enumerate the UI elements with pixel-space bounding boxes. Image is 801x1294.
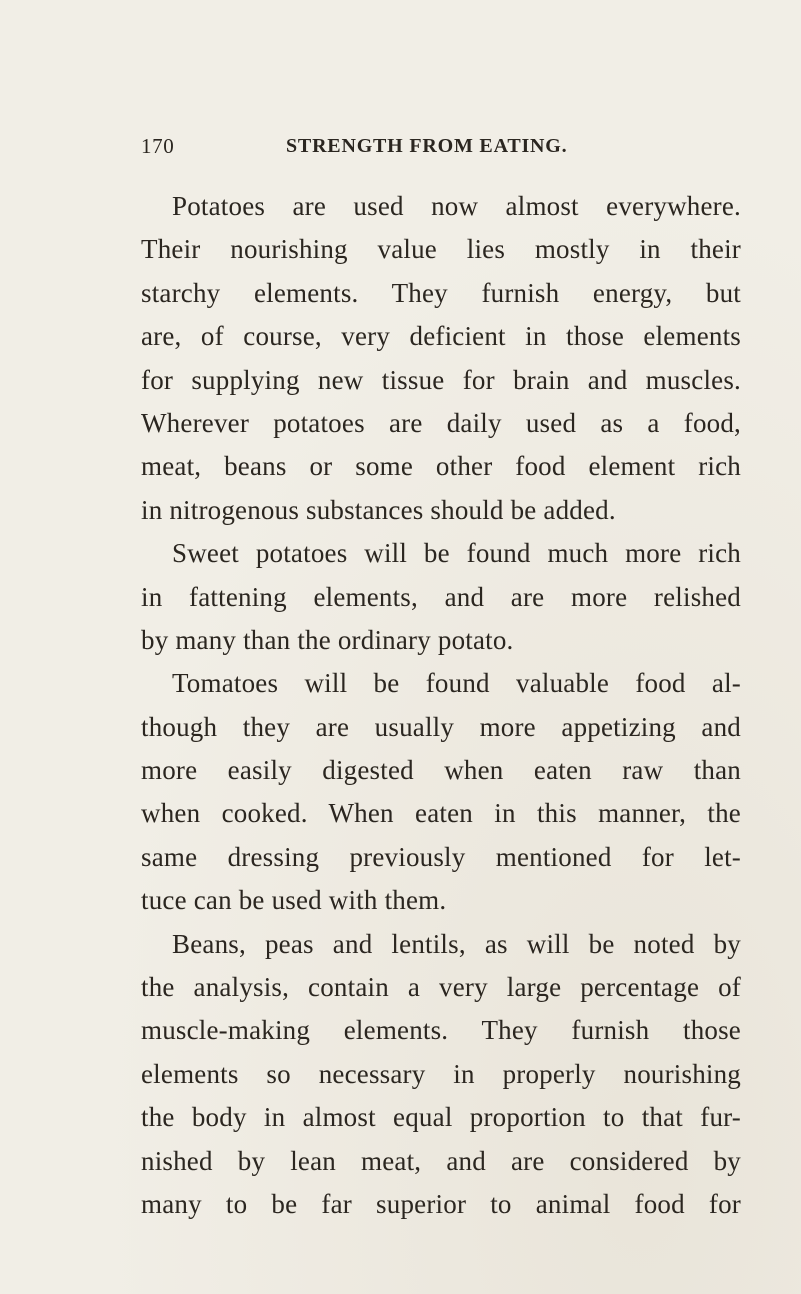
text-line: Sweet potatoes will be found much more rich <box>172 538 741 569</box>
text-line: Beans, peas and lentils, as will be noted by <box>172 928 741 959</box>
text-line: nished by lean meat, and are considered by <box>141 1145 741 1176</box>
text-line: same dressing previously mentioned for let- <box>141 841 741 872</box>
text-line: the analysis, contain a very large percentage of <box>141 972 741 1003</box>
running-head <box>141 131 661 161</box>
text-line: though they are usually more appetizing and <box>141 711 741 742</box>
text-line: when cooked. When eaten in this manner, the <box>141 798 741 829</box>
text-line: by many than the ordinary potato. <box>141 624 514 655</box>
text-line: elements so necessary in properly nourishing <box>141 1058 741 1089</box>
running-title: STRENGTH FROM EATING. <box>286 135 568 157</box>
text-line: Wherever potatoes are daily used as a food, <box>141 407 741 438</box>
body-text <box>141 185 741 1226</box>
text-line: are, of course, very deficient in those elements <box>141 321 741 352</box>
text-line: Potatoes are used now almost everywhere. <box>172 191 741 221</box>
text-line: tuce can be used with them. <box>141 885 447 916</box>
text-line: Their nourishing value lies mostly in their <box>141 234 741 265</box>
text-line: more easily digested when eaten raw than <box>141 755 741 786</box>
text-line: starchy elements. They furnish energy, but <box>141 277 741 308</box>
text-line: Tomatoes will be found valuable food al- <box>172 668 741 699</box>
text-line: in nitrogenous substances should be added. <box>141 494 616 525</box>
text-line: the body in almost equal proportion to that fur- <box>141 1102 741 1133</box>
text-line: many to be far superior to animal food for <box>141 1188 741 1219</box>
text-line: muscle-making elements. They furnish those <box>141 1015 741 1046</box>
text-line: for supplying new tissue for brain and muscles. <box>141 364 741 395</box>
text-line: meat, beans or some other food element rich <box>141 451 741 482</box>
page-number: 170 <box>141 134 175 158</box>
text-line: in fattening elements, and are more relished <box>141 581 741 612</box>
